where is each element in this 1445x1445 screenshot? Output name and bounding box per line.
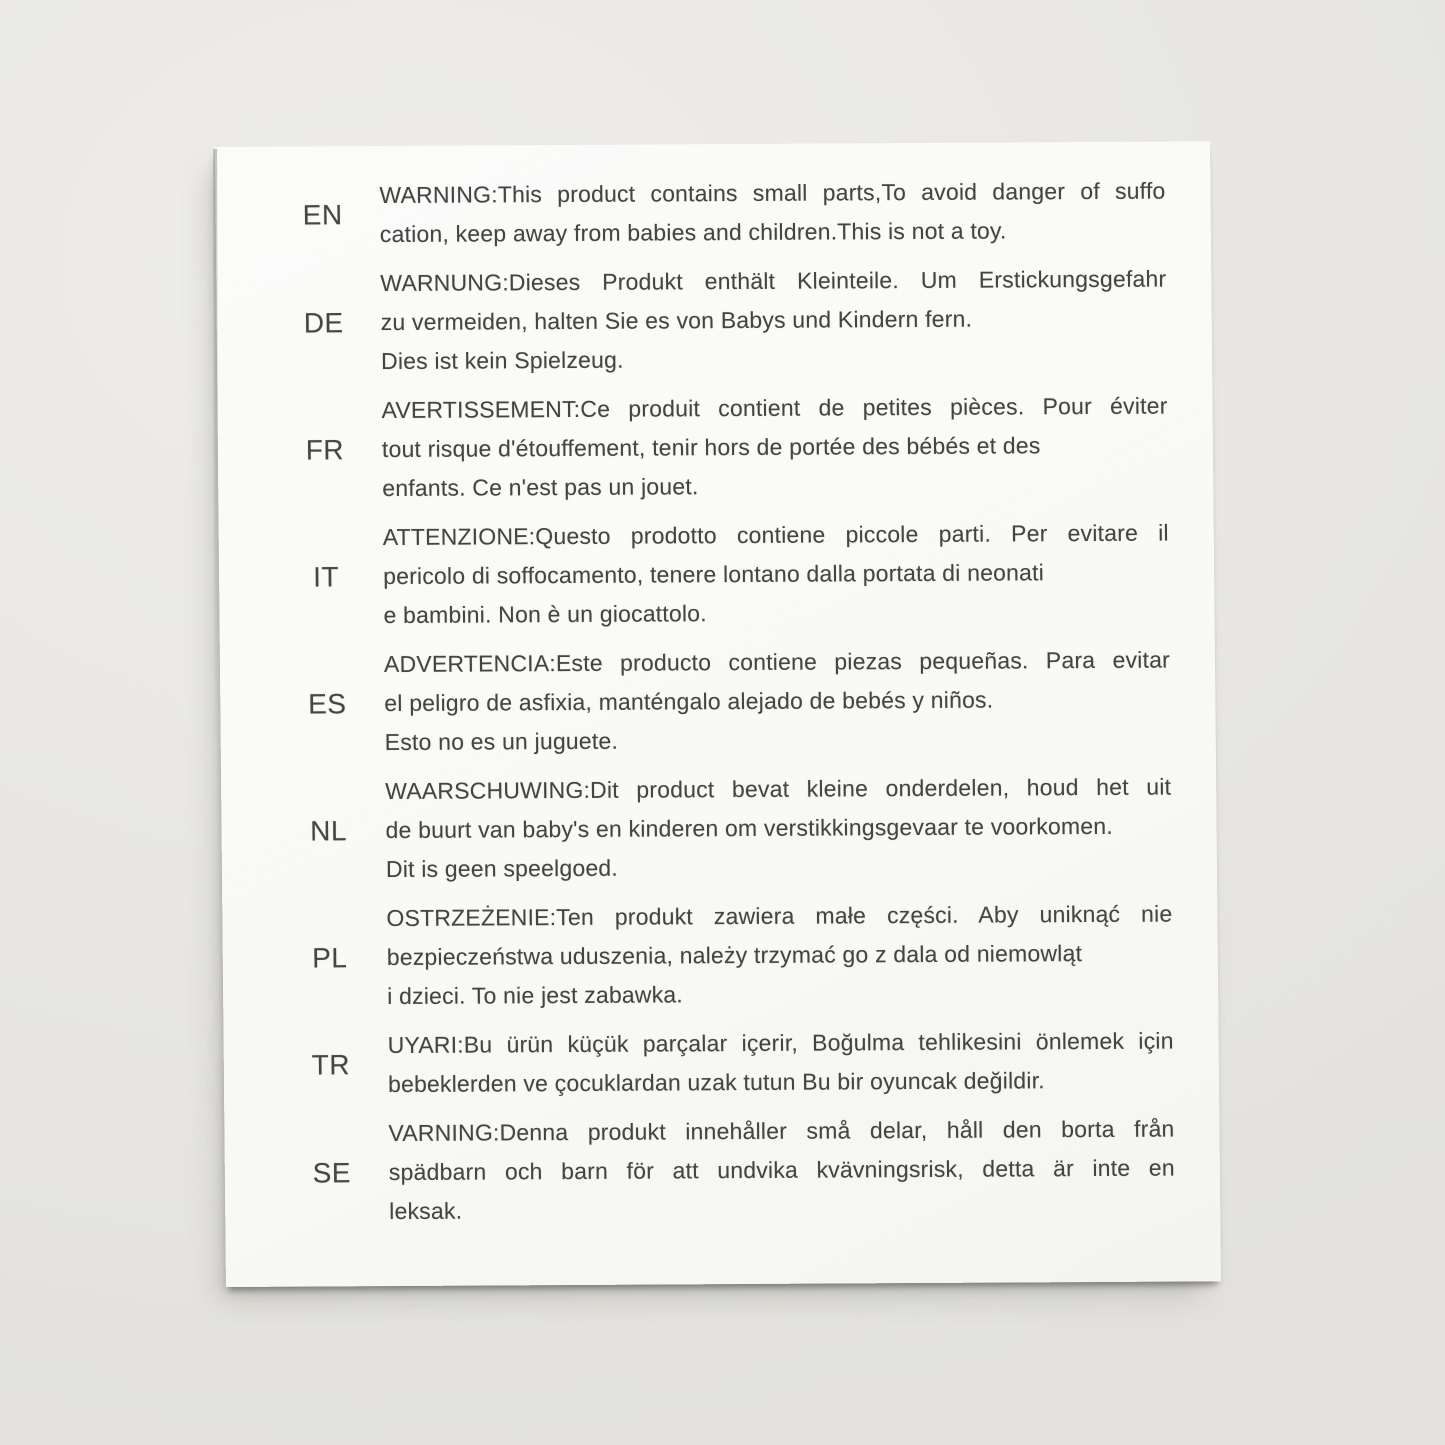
warning-section-es	[270, 641, 1171, 763]
warning-text	[380, 260, 1167, 382]
warning-line: bebeklerden ve çocuklardan uzak tutun Bu bir oyuncak değildir.	[387, 1067, 1045, 1098]
warning-line: ATTENZIONE:Questo prodotto contiene piccole parti. Per evitare il	[382, 519, 1169, 551]
warning-line: enfants. Ce n'est pas un jouet.	[382, 473, 699, 502]
language-code-label: DE	[303, 306, 344, 338]
warning-line: AVERTISSEMENT:Ce produit contient de petites pièces. Pour éviter	[381, 392, 1168, 424]
warning-text	[384, 641, 1171, 763]
warning-line: spädbarn och barn för att undvika kvävningsrisk, detta är inte en	[388, 1154, 1175, 1186]
warning-section-se	[274, 1110, 1175, 1232]
warning-line: tout risque d'étouffement, tenir hors de portée des bébés et des	[381, 432, 1041, 463]
warning-leaflet	[215, 141, 1221, 1287]
warning-line: Esto no es un juguete.	[384, 727, 619, 756]
language-code-label: FR	[305, 433, 345, 465]
warning-text	[379, 172, 1166, 255]
warning-line: WARNING:This product contains small parts,To avoid danger of suffo	[379, 177, 1166, 209]
warning-line: OSTRZEŻENIE:Ten produkt zawiera małe części. Aby uniknąć nie	[386, 900, 1173, 932]
warning-section-nl	[271, 768, 1172, 890]
language-code-label: EN	[302, 199, 343, 231]
language-code-label: SE	[312, 1156, 352, 1188]
warning-text	[381, 387, 1168, 509]
warning-section-fr	[267, 387, 1168, 509]
language-code-label: IT	[313, 560, 340, 592]
warning-text	[386, 895, 1173, 1017]
warning-line: de buurt van baby's en kinderen om verstikkingsgevaar te voorkomen.	[385, 812, 1114, 844]
warning-line: bezpieczeństwa uduszenia, należy trzymać go z dala od niemowląt	[386, 940, 1083, 971]
warning-line: UYARI:Bu ürün küçük parçalar içerir, Boğulma tehlikesini önlemek için	[387, 1027, 1174, 1059]
warning-line: Dit is geen speelgoed.	[385, 854, 619, 883]
warning-section-en	[265, 172, 1166, 255]
warning-text	[388, 1110, 1175, 1232]
warning-text	[387, 1022, 1174, 1105]
language-code-label: PL	[312, 941, 348, 973]
warning-line: leksak.	[389, 1197, 463, 1225]
warning-section-de	[266, 260, 1167, 382]
warning-line: e bambini. Non è un giocattolo.	[383, 600, 707, 629]
warning-text	[385, 768, 1172, 890]
warning-line: zu vermeiden, halten Sie es von Babys und Kindern fern.	[380, 305, 973, 336]
warning-line: el peligro de asfixia, manténgalo alejado de bebés y niños.	[384, 686, 994, 717]
language-code-label: TR	[311, 1049, 351, 1081]
warning-line: WAARSCHUWING:Dit product bevat kleine onderdelen, houd het uit	[385, 773, 1172, 805]
warning-line: i dzieci. To nie jest zabawka.	[387, 981, 684, 1010]
warning-line: Dies ist kein Spielzeug.	[380, 346, 624, 375]
warning-line: WARNUNG:Dieses Produkt enthält Kleinteile. Um Erstickungsgefahr	[380, 265, 1167, 297]
sections	[265, 172, 1175, 1232]
warning-line: cation, keep away from babies and children.This is not a toy.	[379, 217, 1007, 248]
warning-section-tr	[273, 1022, 1174, 1105]
warning-line: VARNING:Denna produkt innehåller små delar, håll den borta från	[388, 1115, 1175, 1147]
warning-section-pl	[272, 895, 1173, 1017]
language-code-label: NL	[310, 814, 348, 846]
warning-text	[383, 514, 1170, 636]
warning-section-it	[269, 514, 1170, 636]
warning-line: ADVERTENCIA:Este producto contiene piezas pequeñas. Para evitar	[383, 646, 1171, 678]
language-code-label: ES	[308, 687, 347, 719]
warning-line: pericolo di soffocamento, tenere lontano dalla portata di neonati	[383, 559, 1045, 590]
